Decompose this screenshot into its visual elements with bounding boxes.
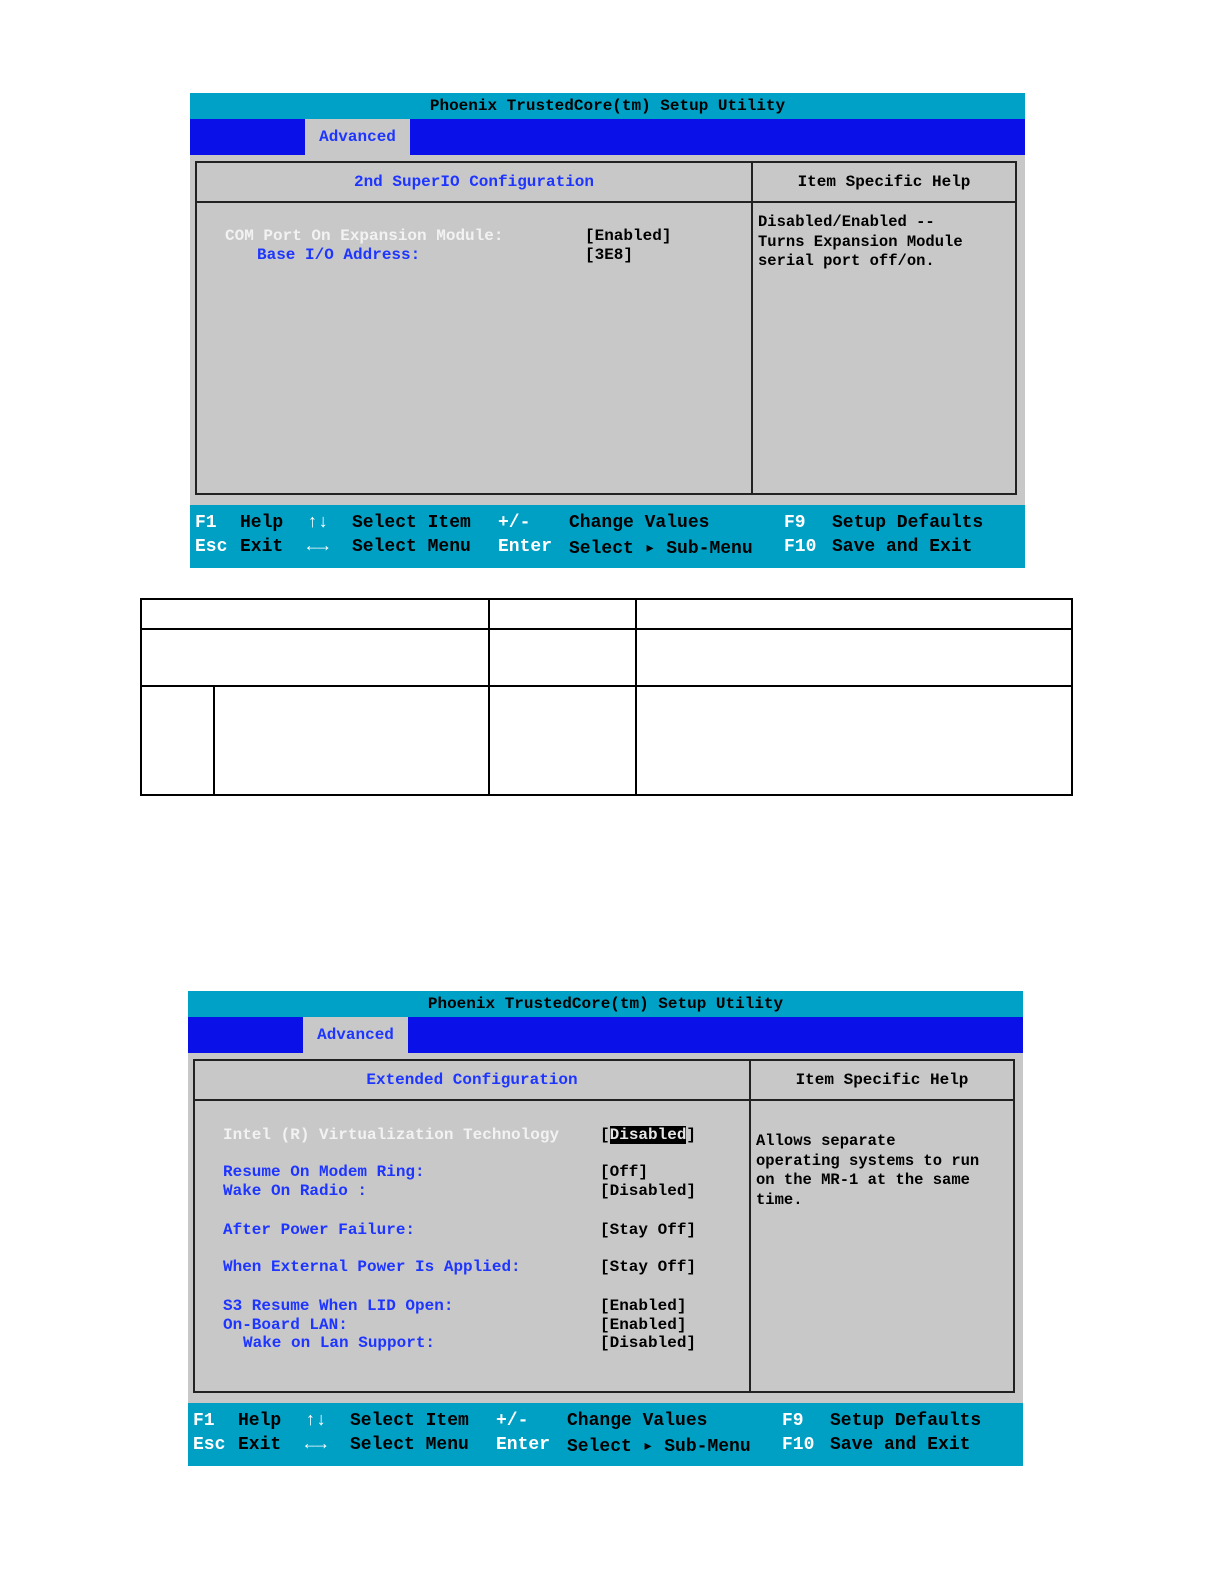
table-col-rule-1: [488, 598, 490, 796]
help-text: Allows separate operating systems to run on the MR-1 at the same time.: [756, 1132, 980, 1209]
key-f1-desc: Help: [238, 1411, 282, 1431]
setting-s3-resume-lid[interactable]: S3 Resume When LID Open:: [223, 1297, 454, 1315]
key-legend: [188, 1403, 1023, 1466]
key-exit-desc: Exit: [238, 1435, 282, 1455]
section-title: Extended Configuration: [366, 1071, 578, 1089]
leftright-arrows-icon: ←→: [305, 1435, 327, 1455]
bios-screen-extended: [188, 991, 1023, 1466]
setting-base-io-address-value[interactable]: [3E8]: [585, 246, 634, 264]
help-text: Disabled/Enabled -- Turns Expansion Module serial port off/on.: [758, 213, 963, 270]
setting-s3-resume-lid-value[interactable]: [Enabled]: [600, 1297, 687, 1315]
tab-advanced[interactable]: Advanced: [303, 1017, 408, 1053]
config-panel: [190, 155, 1025, 505]
key-submenu-desc: Select ▸ Sub-Menu: [567, 1437, 751, 1457]
key-save-exit-desc: Save and Exit: [832, 537, 973, 557]
config-panel: [188, 1053, 1023, 1403]
key-select-menu-desc: Select Menu: [352, 537, 471, 557]
setting-external-power[interactable]: When External Power Is Applied:: [223, 1258, 521, 1276]
frame-header-rule: [195, 1099, 1013, 1101]
setting-after-power-failure[interactable]: After Power Failure:: [223, 1221, 416, 1239]
setting-base-io-address[interactable]: Base I/O Address:: [257, 246, 421, 264]
setting-onboard-lan-value[interactable]: [Enabled]: [600, 1316, 687, 1334]
section-title: 2nd SuperIO Configuration: [353, 173, 595, 191]
bios-screen-superio: [190, 93, 1025, 568]
key-enter: Enter: [498, 537, 553, 557]
menu-bar: [190, 119, 1025, 155]
value-bracket-open: [: [600, 1126, 610, 1144]
key-f1: F1: [193, 1411, 215, 1431]
key-select-item-desc: Select Item: [352, 513, 471, 533]
help-title: Item Specific Help: [797, 173, 971, 191]
key-f1: F1: [195, 513, 217, 533]
setting-com-port-expansion[interactable]: COM Port On Expansion Module:: [225, 227, 504, 245]
bios-title: Phoenix TrustedCore(tm) Setup Utility: [190, 93, 1025, 119]
frame-divider: [749, 1061, 751, 1391]
setting-wake-on-radio[interactable]: Wake On Radio :: [223, 1182, 368, 1200]
key-enter: Enter: [496, 1435, 551, 1455]
key-legend: [190, 505, 1025, 568]
table-border-bottom: [140, 794, 1073, 796]
key-exit-desc: Exit: [240, 537, 284, 557]
setting-virtualization[interactable]: Intel (R) Virtualization Technology: [223, 1126, 560, 1144]
setting-after-power-failure-value[interactable]: [Stay Off]: [600, 1221, 697, 1239]
bios-title: Phoenix TrustedCore(tm) Setup Utility: [188, 991, 1023, 1017]
menu-bar: [188, 1017, 1023, 1053]
key-select-item-desc: Select Item: [350, 1411, 469, 1431]
key-select-menu-desc: Select Menu: [350, 1435, 469, 1455]
empty-table: [140, 598, 1073, 796]
table-subcol-rule: [213, 685, 215, 796]
key-save-exit-desc: Save and Exit: [830, 1435, 971, 1455]
help-title: Item Specific Help: [795, 1071, 969, 1089]
table-row-rule-1: [140, 628, 1073, 630]
updown-arrows-icon: ↑↓: [307, 513, 329, 533]
table-border-top: [140, 598, 1073, 600]
setting-wake-on-radio-value[interactable]: [Disabled]: [600, 1182, 697, 1200]
key-esc: Esc: [193, 1435, 226, 1455]
setting-resume-modem-ring[interactable]: Resume On Modem Ring:: [223, 1163, 425, 1181]
key-change-values-desc: Change Values: [567, 1411, 708, 1431]
updown-arrows-icon: ↑↓: [305, 1411, 327, 1431]
frame-header-rule: [197, 201, 1015, 203]
key-f9: F9: [784, 513, 806, 533]
value-bracket-close: ]: [686, 1126, 697, 1144]
key-setup-defaults-desc: Setup Defaults: [830, 1411, 982, 1431]
key-esc: Esc: [195, 537, 228, 557]
table-col-rule-2: [635, 598, 637, 796]
setting-wake-on-lan[interactable]: Wake on Lan Support:: [243, 1334, 436, 1352]
table-row-rule-2: [140, 685, 1073, 687]
config-frame: [193, 1059, 1015, 1393]
value-highlighted: Disabled: [609, 1126, 687, 1144]
key-f9: F9: [782, 1411, 804, 1431]
setting-wake-on-lan-value[interactable]: [Disabled]: [600, 1334, 697, 1352]
setting-resume-modem-ring-value[interactable]: [Off]: [600, 1163, 649, 1181]
key-setup-defaults-desc: Setup Defaults: [832, 513, 984, 533]
key-plus-minus: +/-: [496, 1411, 529, 1431]
key-f10: F10: [782, 1435, 815, 1455]
config-frame: [195, 161, 1017, 495]
setting-virtualization-value[interactable]: [600, 1126, 696, 1144]
frame-divider: [751, 163, 753, 493]
setting-com-port-expansion-value[interactable]: [Enabled]: [585, 227, 672, 245]
key-f10: F10: [784, 537, 817, 557]
tab-advanced[interactable]: Advanced: [305, 119, 410, 155]
key-plus-minus: +/-: [498, 513, 531, 533]
leftright-arrows-icon: ←→: [307, 537, 329, 557]
key-change-values-desc: Change Values: [569, 513, 710, 533]
key-f1-desc: Help: [240, 513, 284, 533]
setting-onboard-lan[interactable]: On-Board LAN:: [223, 1316, 348, 1334]
setting-external-power-value[interactable]: [Stay Off]: [600, 1258, 697, 1276]
key-submenu-desc: Select ▸ Sub-Menu: [569, 539, 753, 559]
